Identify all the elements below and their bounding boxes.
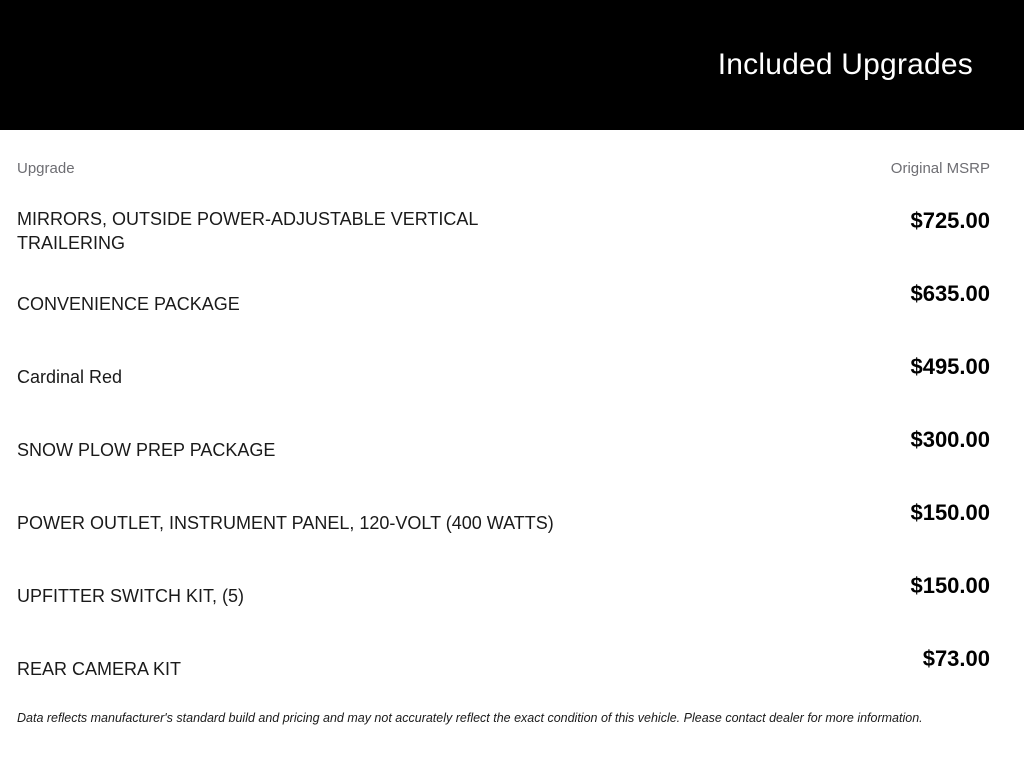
upgrade-price: $73.00 (922, 646, 990, 671)
upgrades-table-body (17, 195, 990, 706)
upgrade-name: POWER OUTLET, INSTRUMENT PANEL, 120-VOLT (400 WATTS) (17, 512, 554, 533)
upgrade-price: $300.00 (910, 427, 990, 452)
table-row (17, 195, 990, 268)
upgrade-name: SNOW PLOW PREP PACKAGE (17, 439, 276, 460)
table-row (17, 487, 990, 560)
upgrade-price: $150.00 (910, 500, 990, 525)
table-row (17, 414, 990, 487)
upgrade-name: MIRRORS, OUTSIDE POWER-ADJUSTABLE VERTICAL TRAILERING (17, 208, 478, 253)
upgrade-name: REAR CAMERA KIT (17, 658, 182, 679)
upgrade-price: $495.00 (910, 354, 990, 379)
pricing-disclaimer: Data reflects manufacturer's standard build and pricing and may not accurately reflect the exact condition of this vehicle. Please contact dealer for more information. (17, 711, 923, 725)
upgrade-name: Cardinal Red (17, 366, 123, 387)
table-column-headers (17, 130, 990, 177)
upgrades-content (0, 130, 1024, 726)
upgrade-price: $725.00 (910, 208, 990, 233)
upgrade-price: $635.00 (910, 281, 990, 306)
column-header-upgrade: Upgrade (17, 160, 75, 177)
column-header-original-msrp: Original MSRP (890, 160, 990, 177)
upgrade-price: $150.00 (910, 573, 990, 598)
table-row (17, 341, 990, 414)
page-banner (0, 0, 1024, 130)
table-row (17, 268, 990, 341)
upgrade-name: UPFITTER SWITCH KIT, (5) (17, 585, 244, 606)
page-title: Included Upgrades (717, 48, 973, 81)
table-row (17, 560, 990, 633)
table-row (17, 633, 990, 706)
upgrade-name: CONVENIENCE PACKAGE (17, 293, 240, 314)
